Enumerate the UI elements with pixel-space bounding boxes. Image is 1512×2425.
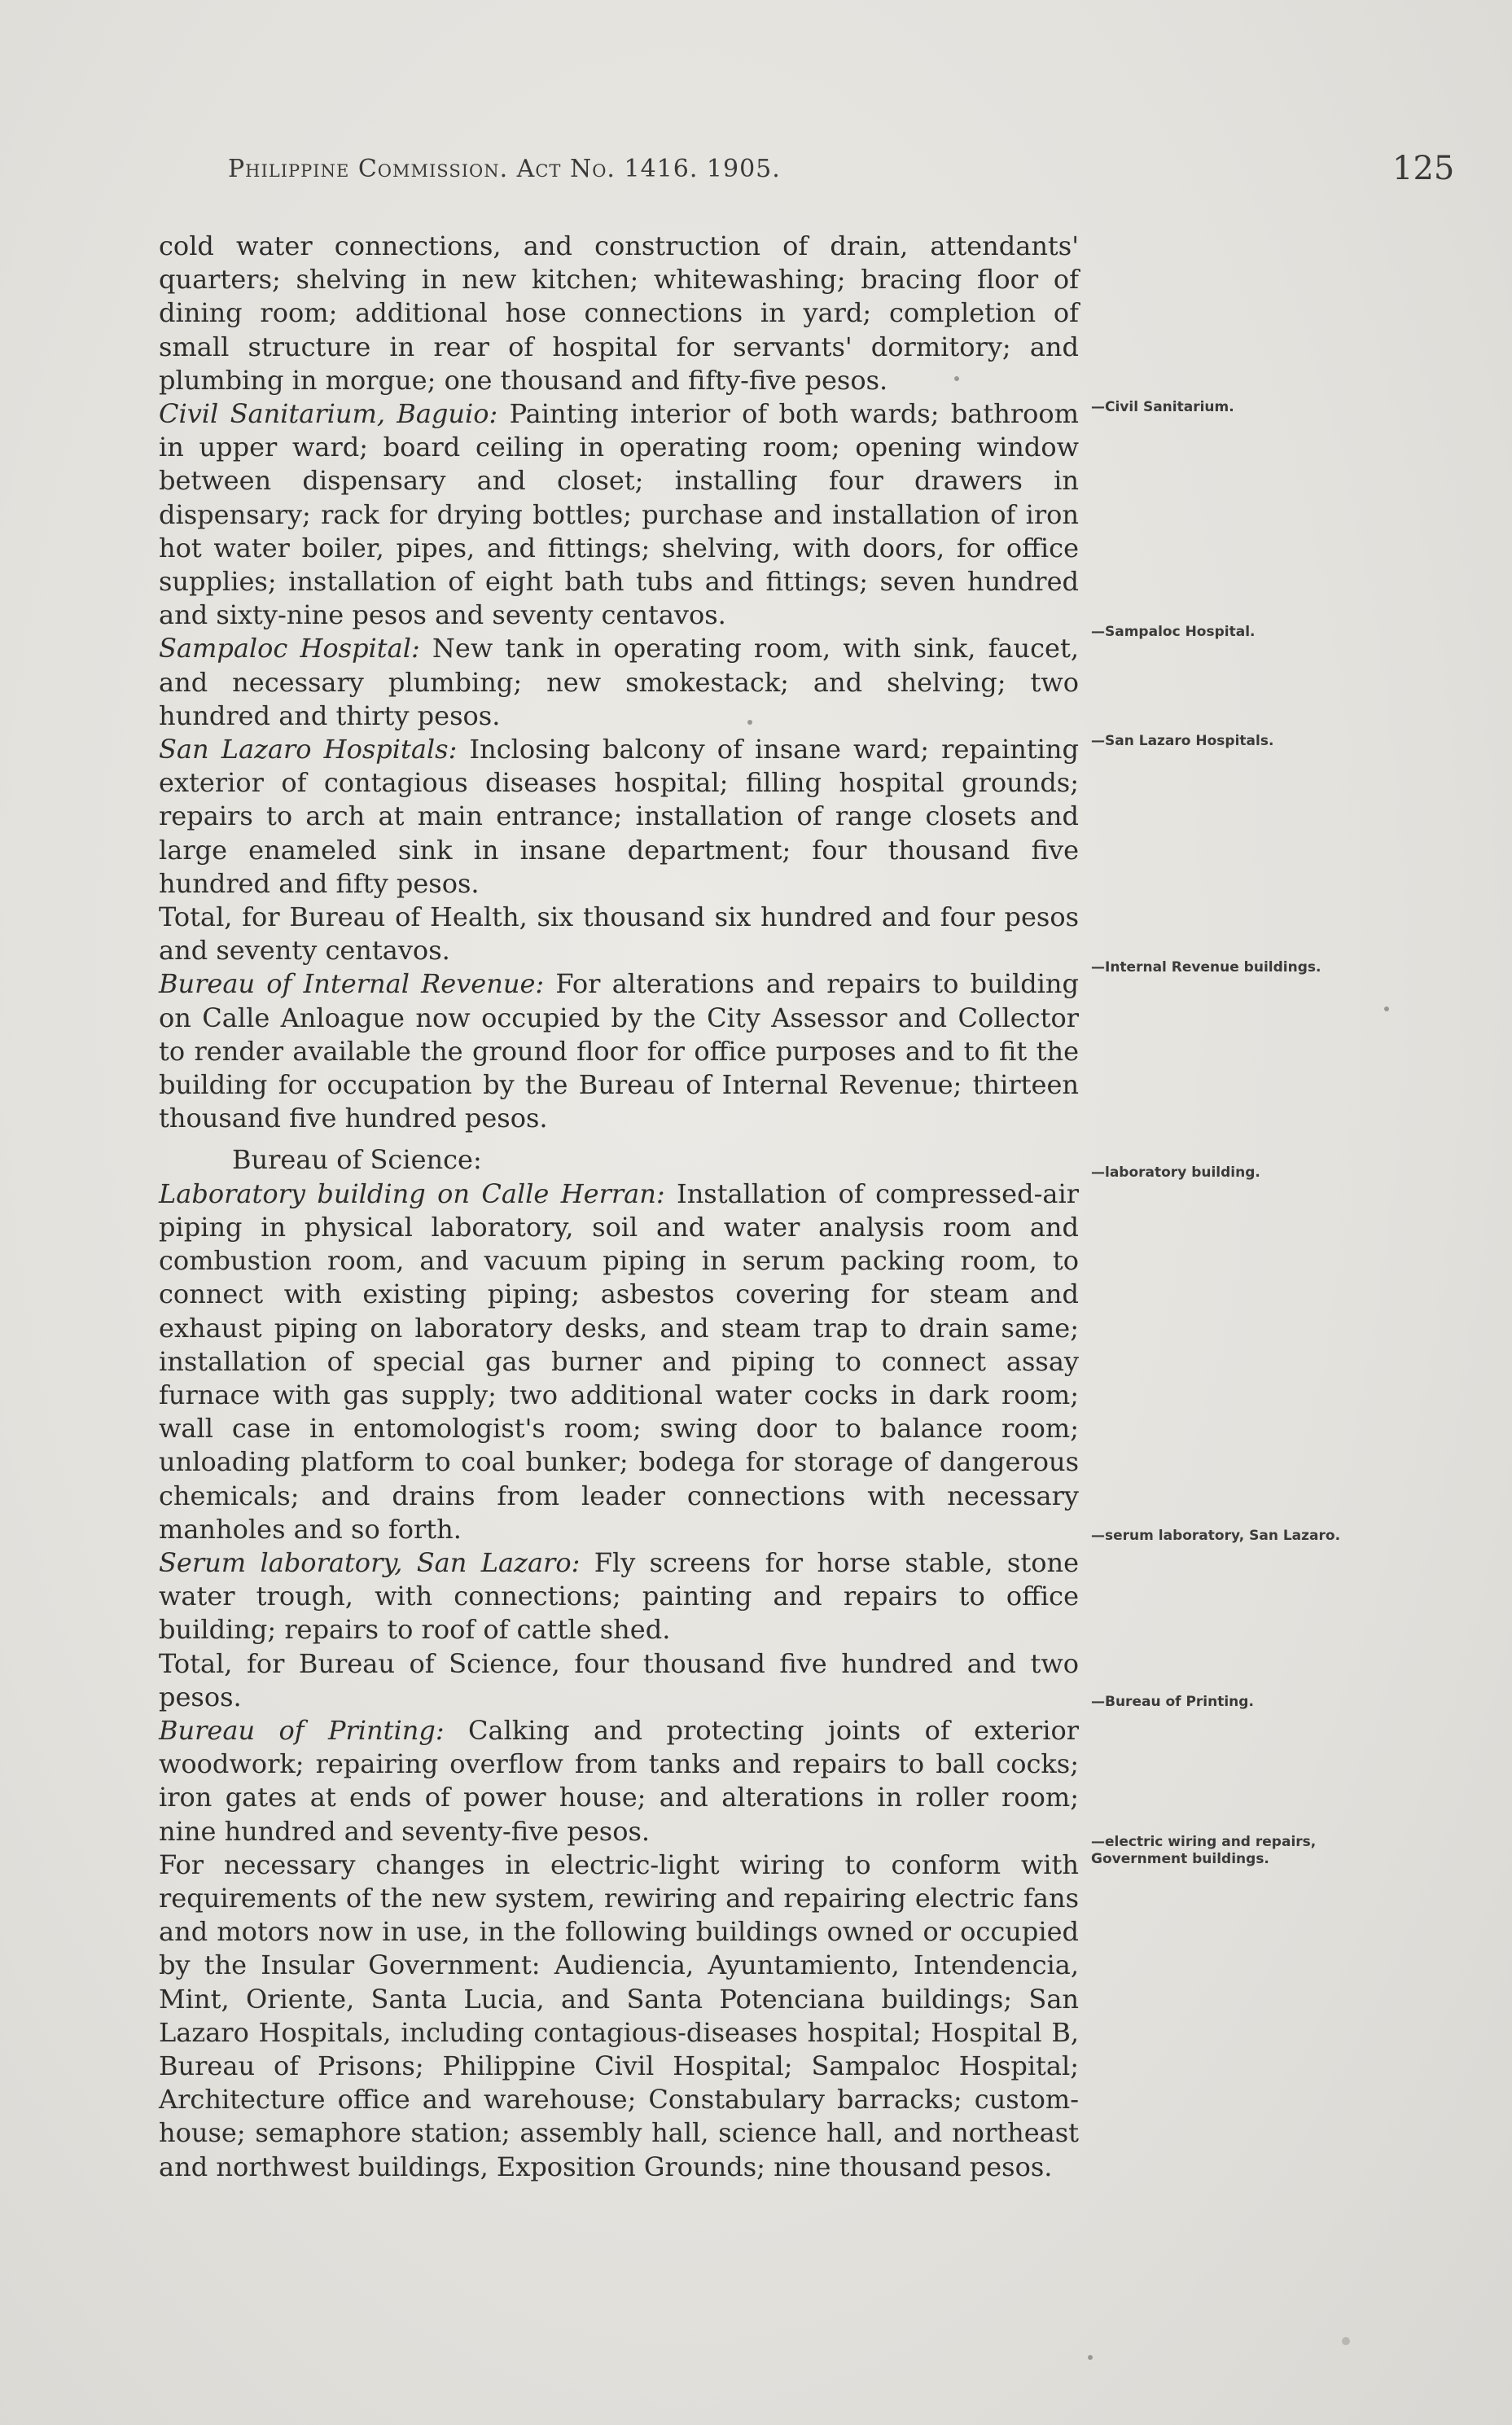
- text-civil-sanitarium: Painting interior of both wards; bathroom in upper ward; board ceiling in operating room; opening window between dispensary and closet; installing four drawers in dispensary; rack for drying bottles; purchase and installation of iron hot water boiler, pipes, and fittings; shelving, with doors, for office supplies; installation of eight bath tubs and fittings; seven hundred and sixty-nine pesos and seventy centavos.: [159, 398, 1080, 631]
- lead-internal-revenue: Bureau of Internal Revenue:: [159, 968, 545, 1000]
- margin-note-san-lazaro: —San Lazaro Hospitals.: [1091, 733, 1274, 749]
- paragraph-electric-wiring: [159, 1848, 1079, 2184]
- paragraph-total-science: [159, 1647, 1079, 1714]
- text-electric-wiring: For necessary changes in electric-light wiring to conform with requirements of the new system, rewiring and repairing electric fans and motors now in use, in the following buildings owned or occupied by the Insular Government: Audiencia, Ayuntamiento, Intendencia, Mint, Oriente, Santa Lucia, and Santa Potenciana buildings; San Lazaro Hospitals, including contagious-diseases hospital; Hospital B, Bureau of Prisons; Philippine Civil Hospital; Sampaloc Hospital; Architecture office and warehouse; Constabulary barracks; custom-house; semaphore station; assembly hall, science hall, and northeast and northwest buildings, Exposition Grounds; nine thousand pesos.: [159, 1848, 1079, 2182]
- paragraph-1-text: cold water connections, and construction of drain, attendants' quarters; shelving in new kitchen; whitewashing; bracing floor of dining room; additional hose connections in yard; completion of small structure in rear of hospital for servants' dormitory; and plumbing in morgue; one thousand and fifty-five pesos.: [159, 230, 1079, 396]
- paragraph-san-lazaro: [159, 733, 1079, 901]
- text-serum: Fly screens for horse stable, stone water trough, with connections; painting and repairs to office building; repairs to roof of cattle shed.: [159, 1546, 1080, 1646]
- text-laboratory: Installation of compressed-air piping in physical laboratory, soil and water analysis room and combustion room, and vacuum piping in serum packing room, to connect with existing piping; asbestos covering for steam and exhaust piping on laboratory desks, and steam trap to drain same; installation of special gas burner and piping to connect assay furnace with gas supply; two additional water cocks in dark room; wall case in entomologist's room; swing door to balance room; unloading platform to coal bunker; bodega for storage of dangerous chemicals; and drains from leader connections with necessary manholes and so forth.: [159, 1177, 1080, 1545]
- lead-printing: Bureau of Printing:: [159, 1714, 445, 1746]
- margin-note-serum: —serum laboratory, San Lazaro.: [1091, 1528, 1341, 1544]
- margin-note-internal-revenue: —Internal Revenue buildings.: [1091, 959, 1321, 976]
- paragraph-laboratory: [159, 1177, 1079, 1546]
- paragraph-serum: [159, 1546, 1079, 1647]
- scan-speck: [954, 376, 959, 381]
- margin-note-civil-sanitarium: —Civil Sanitarium.: [1091, 399, 1234, 415]
- body-text: [159, 230, 1079, 2184]
- scan-speck: [1088, 2355, 1093, 2360]
- text-total-health: Total, for Bureau of Health, six thousand six hundred and four pesos and seventy centavos.: [159, 901, 1079, 967]
- scan-speck: [1384, 1006, 1389, 1011]
- lead-laboratory: Laboratory building on Calle Herran:: [159, 1177, 665, 1209]
- paragraph-printing: [159, 1714, 1079, 1848]
- page-number: 125: [1392, 150, 1455, 187]
- scan-speck: [747, 720, 752, 725]
- text-printing: Calking and protecting joints of exterior woodwork; repairing overflow from tanks and repairs to ball cocks; iron gates at ends of power house; and alterations in roller room; nine hundred and seventy-five pesos.: [159, 1714, 1080, 1847]
- lead-san-lazaro: San Lazaro Hospitals:: [159, 734, 458, 765]
- margin-note-printing: —Bureau of Printing.: [1091, 1694, 1254, 1710]
- paragraph-internal-revenue: [159, 967, 1079, 1135]
- lead-civil-sanitarium: Civil Sanitarium, Baguio:: [159, 398, 498, 430]
- paragraph-total-health: [159, 901, 1079, 967]
- scan-speck: [1342, 2337, 1350, 2345]
- margin-note-electric-wiring: —electric wiring and repairs, Government buildings.: [1091, 1834, 1317, 1867]
- text-internal-revenue: For alterations and repairs to building on Calle Anloague now occupied by the City Assessor and Collector to render available the ground floor for office purposes and to fit the building for occupation by the Bureau of Internal Revenue; thirteen thousand five hundred pesos.: [159, 968, 1080, 1134]
- paragraph-bureau-of-science: [159, 1143, 1079, 1177]
- running-head: Philippine Commission. Act No. 1416. 1905.: [228, 155, 781, 183]
- paragraph-1: [159, 230, 1079, 397]
- lead-serum: Serum laboratory, San Lazaro:: [159, 1546, 581, 1578]
- text-total-science: Total, for Bureau of Science, four thousand five hundred and two pesos.: [159, 1647, 1079, 1712]
- text-san-lazaro: Inclosing balcony of insane ward; repainting exterior of contagious diseases hospital; filling hospital grounds; repairs to arch at main entrance; installation of range closets and large enameled sink in insane department; four thousand five hundred and fifty pesos.: [159, 734, 1080, 899]
- text-bureau-of-science: Bureau of Science:: [232, 1144, 482, 1176]
- lead-sampaloc: Sampaloc Hospital:: [159, 633, 420, 664]
- text-sampaloc: New tank in operating room, with sink, faucet, and necessary plumbing; new smokestack; and shelving; two hundred and thirty pesos.: [159, 633, 1080, 731]
- margin-note-laboratory: —laboratory building.: [1091, 1164, 1260, 1181]
- paragraph-civil-sanitarium: [159, 397, 1079, 632]
- margin-note-sampaloc: —Sampaloc Hospital.: [1091, 624, 1256, 640]
- paragraph-sampaloc: [159, 632, 1079, 733]
